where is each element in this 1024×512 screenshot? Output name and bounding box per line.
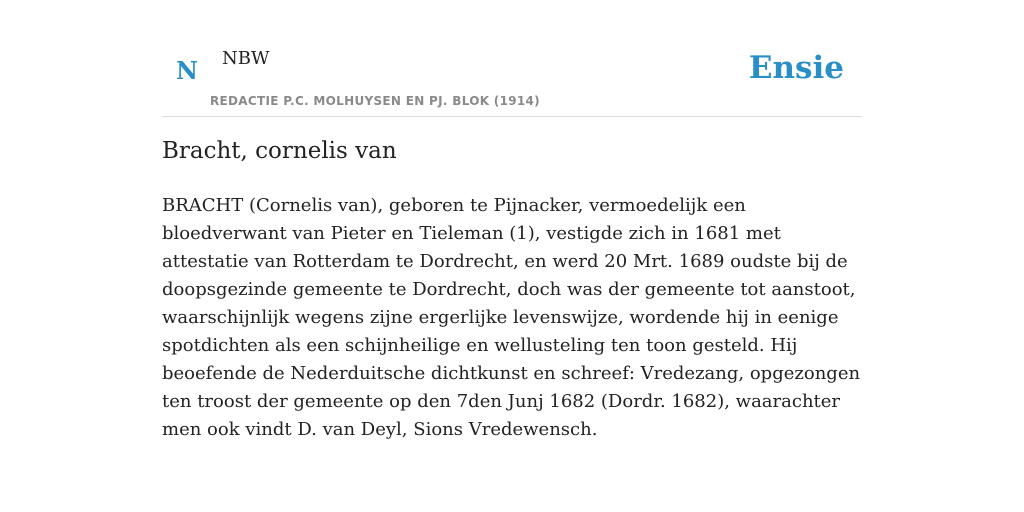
source-header <box>162 40 862 117</box>
page-title: Bracht, cornelis van <box>162 138 397 164</box>
brand-logo[interactable]: Ensie <box>748 50 844 86</box>
article-body: BRACHT (Cornelis van), geboren te Pijnacker, vermoedelijk een bloedverwant van Pieter en Tieleman (1), vestigde zich in 1681 met attestatie van Rotterdam te Dordrecht, en werd 20 Mrt. 1689 oudste bij de doopsgezinde gemeente te Dordrecht, doch was der gemeente tot aanstoot, waarschijnlijk wegens zijne ergerlijke levenswijze, wordende hij in eenige spotdichten als een schijnheilige en wellusteling ten toon gesteld. Hij beoefende de Nederduitsche dichtkunst en schreef: Vredezang, opgezongen ten troost der gemeente op den 7den Junj 1682 (Dordr. 1682), waarachter men ook vindt D. van Deyl, Sions Vredewensch. <box>162 195 861 440</box>
source-name[interactable]: NBW <box>222 48 270 69</box>
source-subtitle: REDACTIE P.C. MOLHUYSEN EN PJ. BLOK (1914) <box>210 94 540 108</box>
source-logo: N <box>176 56 198 85</box>
